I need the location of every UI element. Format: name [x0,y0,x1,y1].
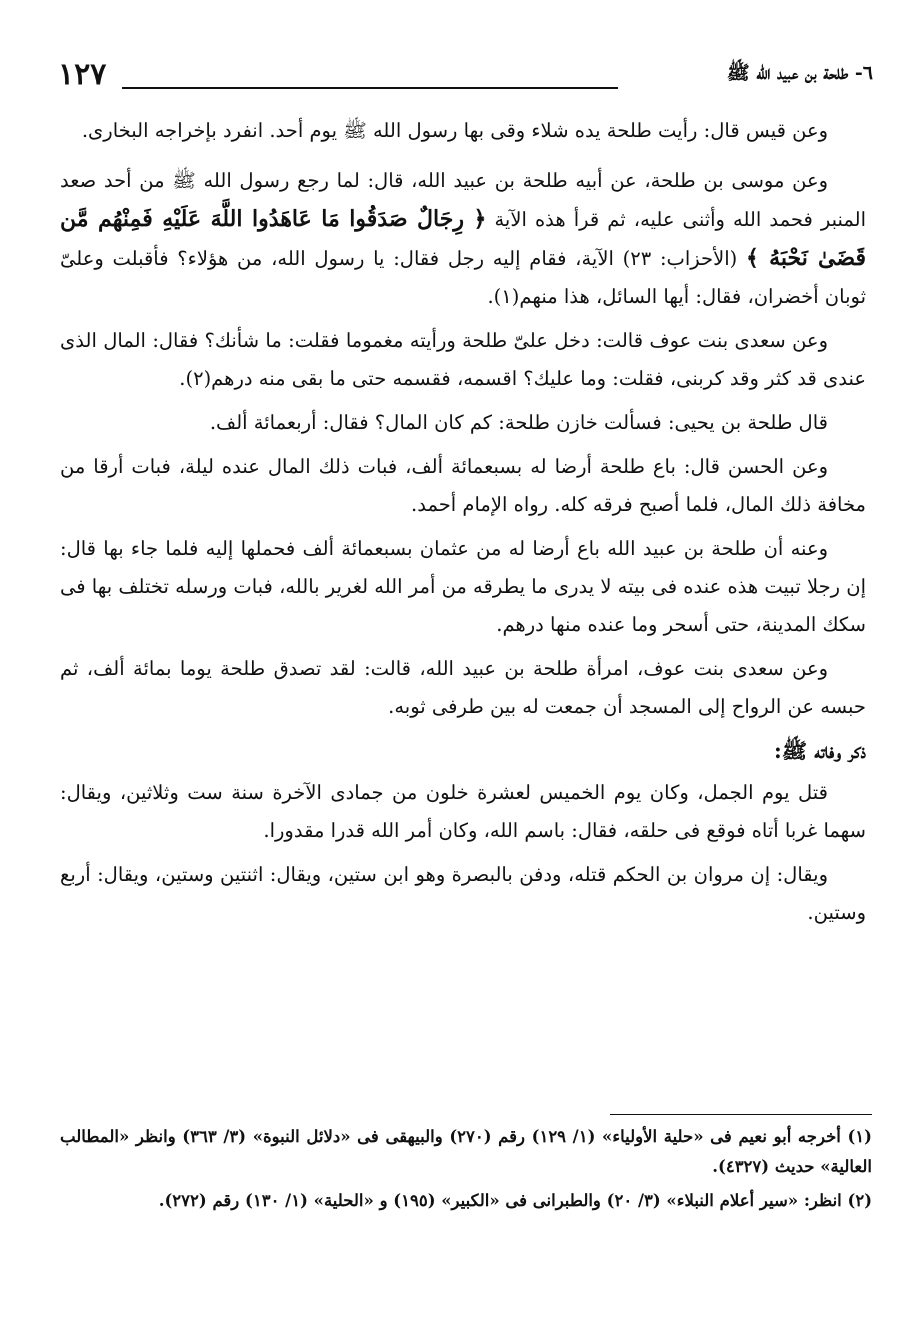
paragraph: قال طلحة بن يحيى: فسألت خازن طلحة: كم كان المال؟ فقال: أربعمائة ألف. [209,411,828,434]
header-rule [122,87,618,89]
body-text [60,112,866,938]
page-number: ١٢٧ [58,57,107,92]
paragraph: وعن الحسن قال: باع طلحة أرضا له بسبعمائة ألف، فبات ذلك المال عنده ليلة، فبات أرقا من مخافة ذلك المال، فلما أصبح فرقه كله. رواه الإمام أحمد. [60,455,866,516]
quran-verse: ﴿ رِجَالٌ صَدَقُوا مَا عَاهَدُوا اللَّهَ عَلَيْهِ فَمِنْهُم مَّن قَضَىٰ نَحْبَهُ ﴾ [60,206,866,271]
section-heading: ذكر وفاته ﷺ: [774,738,866,763]
paragraph: وعنه أن طلحة بن عبيد الله باع أرضا له من عثمان بسبعمائة ألف فحملها إليه فلما جاء بها قال: إن رجلا تبيت هذه عنده فى بيته لا يدرى ما يطرقه من أمر الله لغرير بالله، فبات ورسله تختلف بها فى سكك المدينة، حتى أسحر وما عنده منها درهم. [60,537,866,636]
paragraph [60,162,866,316]
paragraph-text: وعن موسى بن طلحة، عن أبيه طلحة بن عبيد الله، قال: لما رجع رسول الله ﷺ من أحد صعد المنبر فحمد الله وأثنى عليه، ثم قرأ هذه الآية [60,169,867,231]
footnotes [60,1122,872,1220]
paragraph: وعن سعدى بنت عوف، امرأة طلحة بن عبيد الله، قالت: لقد تصدق طلحة يوما بمائة ألف، ثم حبسه عن الرواح إلى المسجد أن جمعت له بين طرفى ثوبه. [60,657,866,718]
footnote-rule [610,1114,872,1115]
paragraph-text: (الأحزاب: ٢٣) الآية، فقام إليه رجل فقال: يا رسول الله، من هؤلاء؟ فأقبلت وعلىّ ثوبان أخضران، فقال: أيها السائل، هذا منهم(١). [60,247,866,308]
paragraph: قتل يوم الجمل، وكان يوم الخميس لعشرة خلون من جمادى الآخرة سنة ست وثلاثين، ويقال: سهما غربا أتاه فوقع فى حلقه، فقال: باسم الله، وكان أمر الله قدرا مقدورا. [60,781,866,842]
paragraph: وعن قيس قال: رأيت طلحة يده شلاء وقى بها رسول الله ﷺ يوم أحد. انفرد بإخراجه البخارى. [81,119,828,142]
footnote: (٢) انظر: «سير أعلام النبلاء» (٣/ ٢٠) والطبرانى فى «الكبير» (١٩٥) و «الحلية» (١/ ١٣٠) رقم (٢٧٢). [158,1191,872,1210]
footnote: (١) أخرجه أبو نعيم فى «حلية الأولياء» (١/ ١٢٩) رقم (٢٧٠) والبيهقى فى «دلائل النبوة» (٣/ ٣٦٣) وانظر «المطالب العالية» حديث (٤٣٢٧). [60,1127,872,1176]
running-head: ٦- طلحة بن عبيد الله ﷺ [726,62,873,84]
page-header [58,55,873,99]
paragraph: وعن سعدى بنت عوف قالت: دخل علىّ طلحة ورأيته مغموما فقلت: ما شأنك؟ فقال: المال الذى عندى قد كثر وقد كربنى، فقلت: وما عليك؟ اقسمه، فقسمه حتى ما بقى منه درهم(٢). [60,329,866,390]
paragraph: ويقال: إن مروان بن الحكم قتله، ودفن بالبصرة وهو ابن ستين، ويقال: اثنتين وستين، ويقال: أربع وستين. [60,863,866,924]
